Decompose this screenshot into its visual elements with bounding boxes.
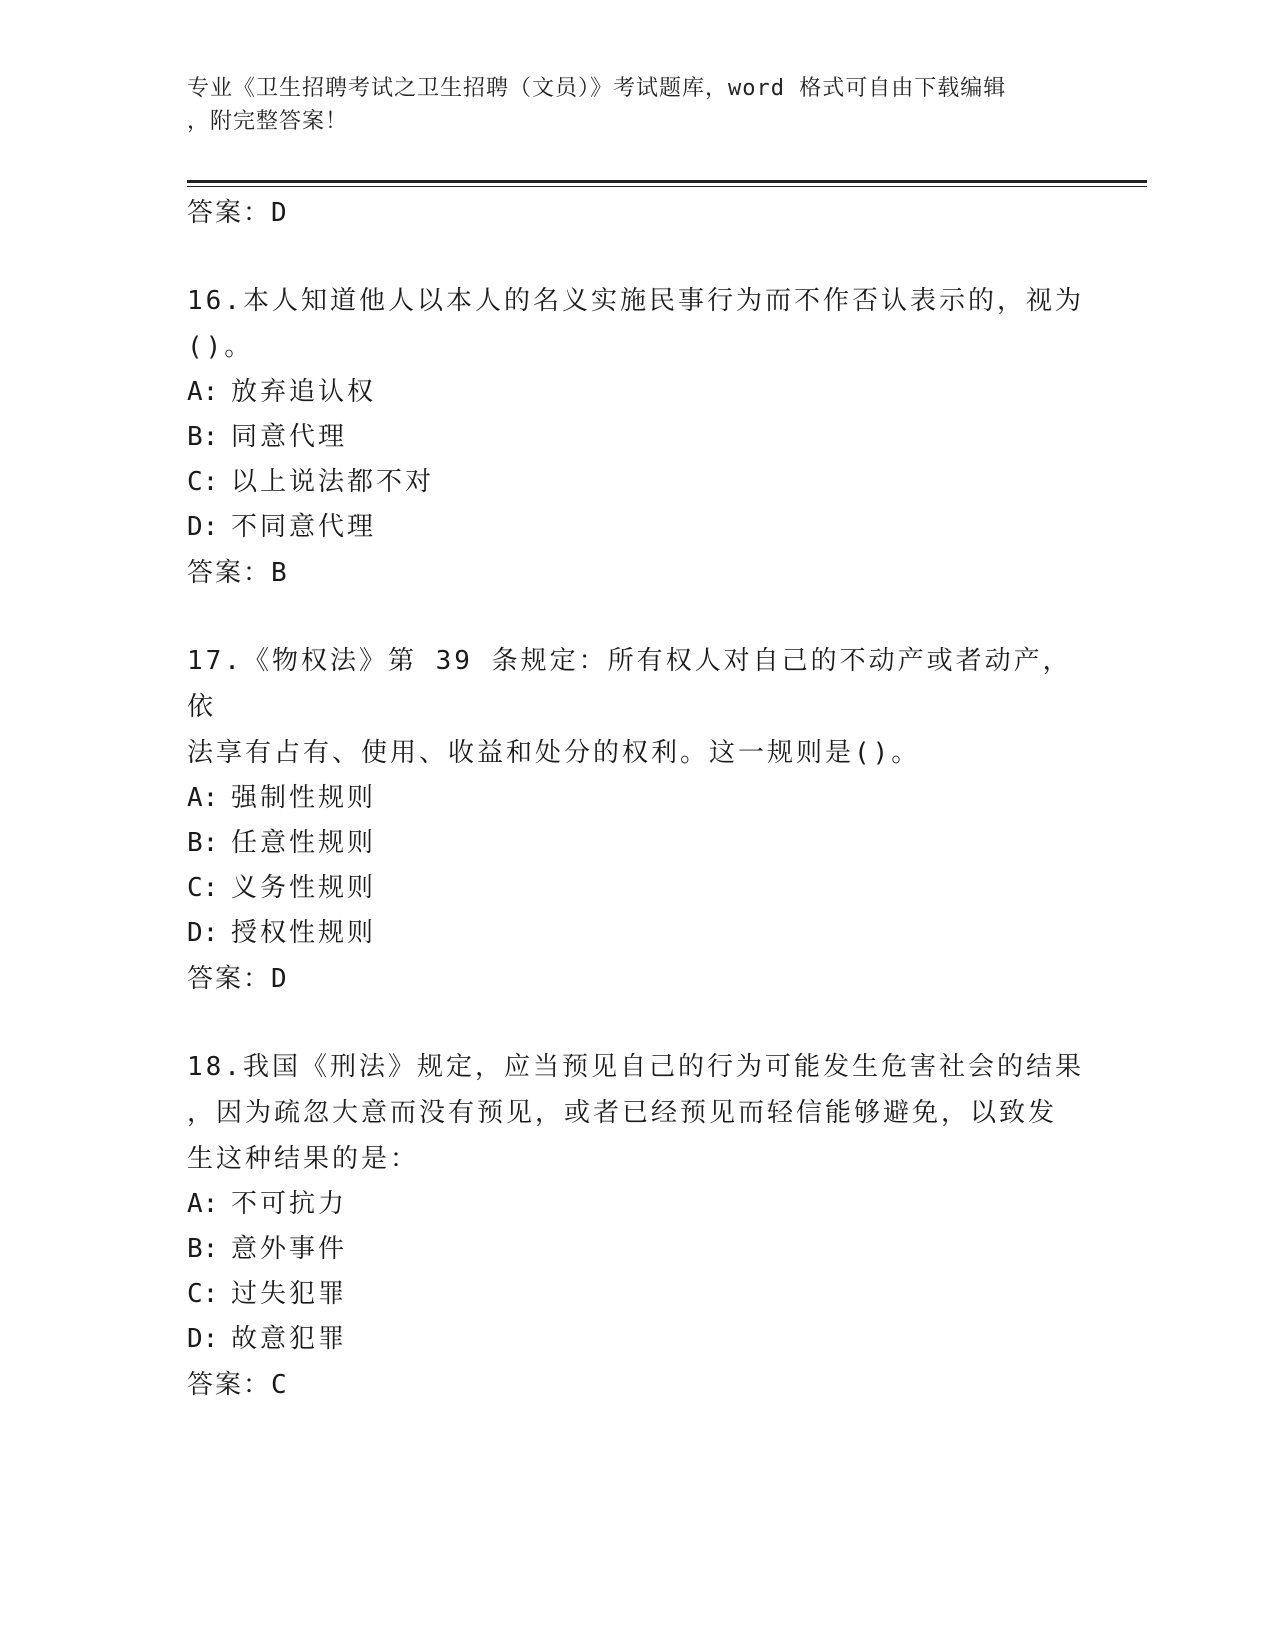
option-d: D: 不同意代理 — [187, 512, 377, 542]
question-list — [187, 190, 1087, 1408]
question-line-2: ，因为疏忽大意而没有预见，或者已经预见而轻信能够避免，以致发 — [187, 1098, 1058, 1128]
question-line-2: 法享有占有、使用、收益和处分的权利。这一规则是()。 — [187, 738, 921, 768]
header-line-1: 专业《卫生招聘考试之卫生招聘（文员）》考试题库，word 格式可自由下载编辑 — [187, 76, 1007, 101]
option-c: C: 过失犯罪 — [187, 1279, 348, 1309]
question-number: 17. — [187, 646, 243, 676]
question-line-1: 18.我国《刑法》规定，应当预见自己的行为可能发生危害社会的结果 — [187, 1052, 1084, 1082]
question-line-3: 生这种结果的是： — [187, 1144, 420, 1174]
question-number: 18. — [187, 1052, 243, 1082]
question-18 — [187, 1044, 1087, 1408]
answer: 答案：C — [187, 1370, 289, 1400]
header-rule-thick — [187, 180, 1147, 183]
question-17 — [187, 638, 1087, 1002]
option-d: D: 故意犯罪 — [187, 1324, 348, 1354]
previous-answer: 答案：D — [187, 198, 289, 228]
option-b: B: 同意代理 — [187, 422, 348, 452]
question-text — [187, 278, 1087, 370]
option-a: A: 强制性规则 — [187, 783, 377, 813]
option-d: D: 授权性规则 — [187, 918, 377, 948]
question-16 — [187, 278, 1087, 596]
option-c: C: 以上说法都不对 — [187, 467, 435, 497]
header-line-2: ，附完整答案！ — [187, 109, 349, 134]
question-line-2: ()。 — [187, 332, 254, 362]
header-rule-thin — [187, 186, 1147, 187]
option-c: C: 义务性规则 — [187, 873, 377, 903]
question-line-1: 16.本人知道他人以本人的名义实施民事行为而不作否认表示的，视为 — [187, 286, 1084, 316]
question-text — [187, 638, 1087, 776]
question-text — [187, 1044, 1087, 1182]
option-b: B: 意外事件 — [187, 1234, 348, 1264]
option-b: B: 任意性规则 — [187, 828, 377, 858]
answer: 答案：B — [187, 558, 289, 588]
question-line-1: 17.《物权法》第 39 条规定：所有权人对自己的不动产或者动产，依 — [187, 646, 1072, 722]
answer: 答案：D — [187, 964, 289, 994]
option-a: A: 放弃追认权 — [187, 377, 377, 407]
question-number: 16. — [187, 286, 243, 316]
option-a: A: 不可抗力 — [187, 1189, 348, 1219]
page-header — [187, 72, 1087, 138]
